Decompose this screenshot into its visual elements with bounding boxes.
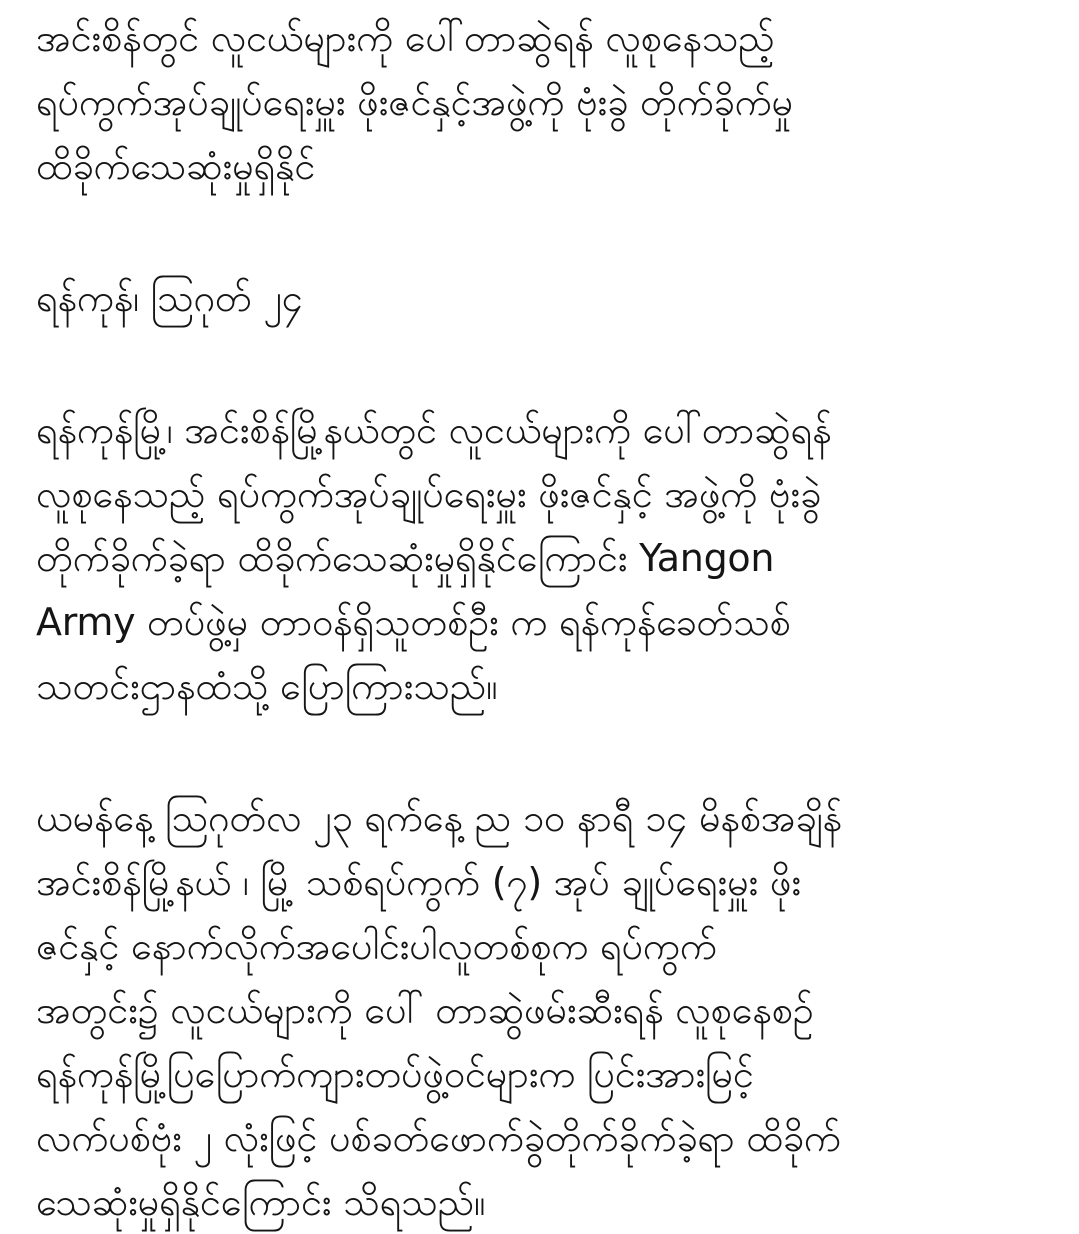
paragraph-line: လူစုနေသည့် ရပ်ကွက်အုပ်ချုပ်ရေးမှူး ဖိုးဇင်နှင့် အဖွဲ့ကို ဗုံးခွဲ	[36, 472, 822, 516]
paragraph-line: အင်းစိန်မြို့နယ် ၊ မြို့ သစ်ရပ်ကွက် (၇) အုပ် ချုပ်ရေးမှူး ဖိုး	[36, 860, 801, 904]
paragraph-line: သေဆုံးမှုရှိနိုင်ကြောင်း သိရသည်။	[36, 1180, 486, 1224]
paragraph-spacer	[36, 198, 1079, 266]
article-paragraph-1	[36, 398, 1079, 718]
paragraph-line: ရန်ကုန်မြို့ပြပြောက်ကျားတပ်ဖွဲ့ဝင်များက ပြင်းအားမြင့်	[36, 1052, 754, 1096]
dateline-text: ရန်ကုန်၊ ဩဂုတ် ၂၄	[36, 276, 303, 320]
paragraph-line: သတင်းဌာနထံသို့ ပြောကြားသည်။	[36, 664, 498, 708]
paragraph-line: တိုက်ခိုက်ခဲ့ရာ ထိခိုက်သေဆုံးမှုရှိနိုင်ကြောင်း Yangon	[36, 536, 775, 580]
paragraph-spacer	[36, 718, 1079, 786]
article-headline	[36, 6, 1079, 198]
article-paragraph-2	[36, 786, 1079, 1234]
paragraph-spacer	[36, 330, 1079, 398]
headline-line: ရပ်ကွက်အုပ်ချုပ်ရေးမှူး ဖိုးဇင်နှင့်အဖွဲ့ကို ဗုံးခွဲ တိုက်ခိုက်မှု	[36, 80, 793, 124]
paragraph-line: လက်ပစ်ဗုံး ၂ လုံးဖြင့် ပစ်ခတ်ဖောက်ခွဲတိုက်ခိုက်ခဲ့ရာ ထိခိုက်	[36, 1116, 841, 1160]
headline-line: အင်းစိန်တွင် လူငယ်များကို ပေါ်တာဆွဲရန် လူစုနေသည့်	[36, 16, 775, 60]
headline-line: ထိခိုက်သေဆုံးမှုရှိနိုင်	[36, 144, 316, 188]
paragraph-line: ယမန်နေ့ ဩဂုတ်လ ၂၃ ရက်နေ့ ည ၁၀ နာရီ ၁၄ မိနစ်အချိန်	[36, 796, 842, 840]
paragraph-line: အတွင်း၌ လူငယ်များကို ပေါ် တာဆွဲဖမ်းဆီးရန် လူစုနေစဉ်	[36, 988, 814, 1032]
article-dateline	[36, 266, 1079, 330]
paragraph-line: ရန်ကုန်မြို့၊ အင်းစိန်မြို့နယ်တွင် လူငယ်များကို ပေါ်တာဆွဲရန်	[36, 408, 832, 452]
paragraph-line: Army တပ်ဖွဲ့မှ တာဝန်ရှိသူတစ်ဦး က ရန်ကုန်ခေတ်သစ်	[36, 600, 791, 644]
paragraph-line: ဇင်နှင့် နောက်လိုက်အပေါင်းပါလူတစ်စုက ရပ်ကွက်	[36, 924, 717, 968]
article-document	[0, 6, 1079, 1227]
